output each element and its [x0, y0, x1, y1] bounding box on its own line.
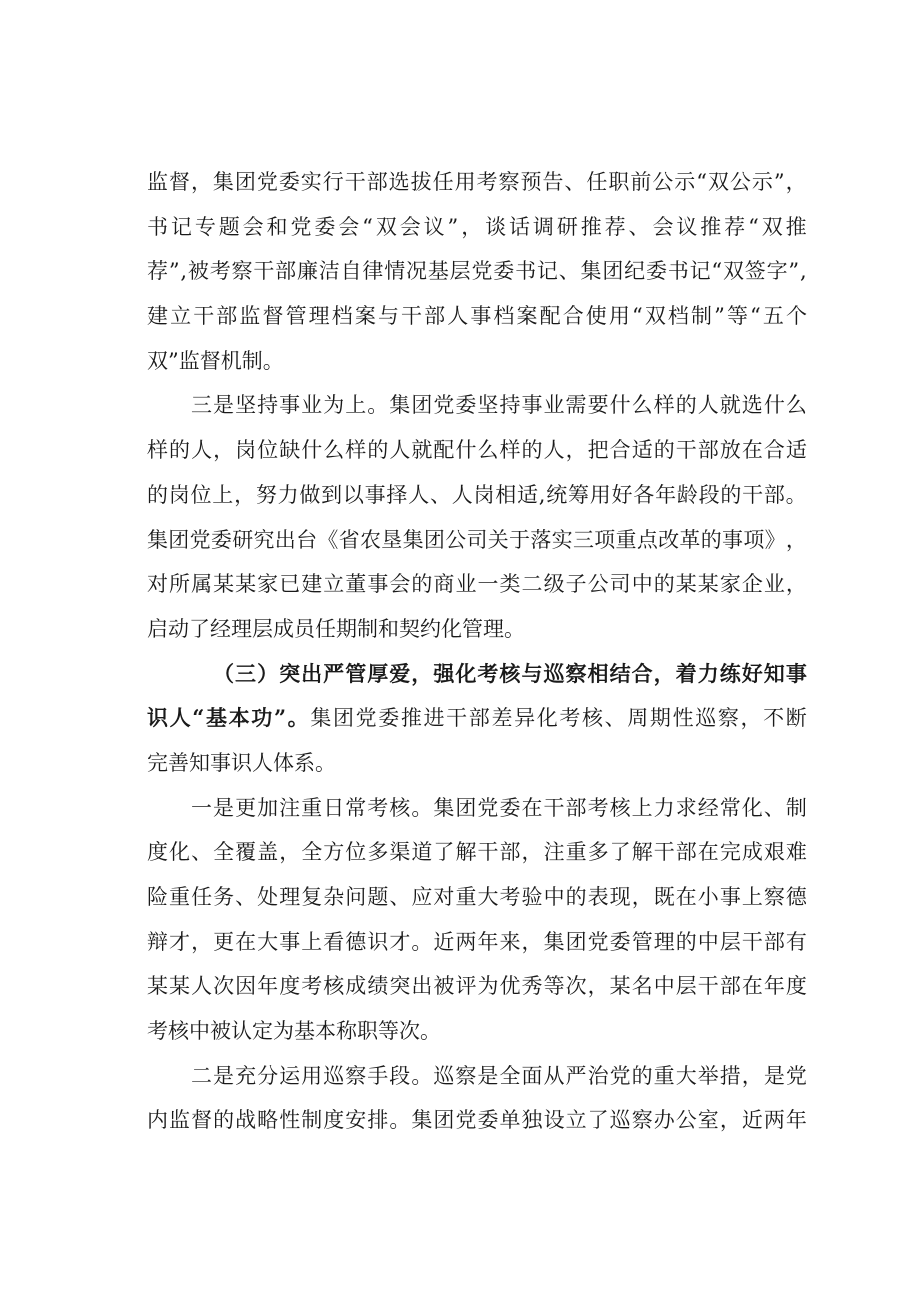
text-line: 监 督 ， 集 团 党 委 实 行 干 部 选 拔 任 用 考 察 预 告 、 任 职 前 公 示 “ 双 公 示 ” ，: [147, 170, 807, 194]
text-line: 样 的 人 ， 岗 位 缺 什 么 样 的 人 就 配 什 么 样 的 人 ， 把 合 适 的 干 部 放 在 合 适: [147, 438, 807, 463]
text-line: 某 某 人 次 因 年 度 考 核 成 绩 突 出 被 评 为 优 秀 等 次 ， 某 名 中 层 干 部 在 年 度: [147, 974, 807, 999]
text-line: 双 ” 监 督 机 制 。: [147, 348, 284, 373]
text-line: 集 团 党 委 研 究 出 台 《 省 农 垦 集 团 公 司 关 于 落 实 三 项 重 点 改 革 的 事 项 》 ，: [147, 527, 807, 552]
text-line: 建 立 干 部 监 督 管 理 档 案 与 干 部 人 事 档 案 配 合 使 用 “ 双 档 制 ” 等 “ 五 个: [147, 304, 807, 329]
text-line: 一 是 更 加 注 重 日 常 考 核 。 集 团 党 委 在 干 部 考 核 上 力 求 经 常 化 、 制: [191, 795, 807, 820]
text-line: 书 记 专 题 会 和 党 委 会 “ 双 会 议 ” ， 谈 话 调 研 推 荐 、 会 议 推 荐 “ 双 推: [147, 214, 807, 239]
text-line: 启 动 了 经 理 层 成 员 任 期 制 和 契 约 化 管 理 。: [147, 616, 525, 641]
text-line: 荐 ” , 被 考 察 干 部 廉 洁 自 律 情 况 基 层 党 委 书 记 、 集 团 纪 委 书 记 “ 双 签 字 ” ,: [147, 259, 807, 284]
text-line: 二 是 充 分 运 用 巡 察 手 段 。 巡 察 是 全 面 从 严 治 党 的 重 大 举 措 ， 是 党: [191, 1063, 807, 1088]
text-line: 对 所 属 某 某 家 已 建 立 董 事 会 的 商 业 一 类 二 级 子 公 司 中 的 某 某 家 企 业 ，: [147, 572, 807, 597]
body-text: [147, 160, 807, 1143]
text-line: 的 岗 位 上 ， 努 力 做 到 以 事 择 人 、 人 岗 相 适 , 统 筹 用 好 各 年 龄 段 的 干 部 。: [147, 482, 807, 507]
text-line: 内 监 督 的 战 略 性 制 度 安 排 。 集 团 党 委 单 独 设 立 了 巡 察 办 公 室 ， 近 两 年: [147, 1108, 807, 1133]
text-line: 完 善 知 事 识 人 体 系 。: [147, 750, 336, 775]
text-line: 识 人 “ 基 本 功 ” 。 集 团 党 委 推 进 干 部 差 异 化 考 核 、 周 期 性 巡 察 ， 不 断: [147, 705, 807, 731]
text-line: 考 核 中 被 认 定 为 基 本 称 职 等 次 。: [147, 1019, 441, 1044]
text-line: 度 化 、 全 覆 盖 ， 全 方 位 多 渠 道 了 解 干 部 ， 注 重 多 了 解 干 部 在 完 成 艰 难: [147, 840, 807, 865]
text-line: （ 三 ） 突 出 严 管 厚 爱 ， 强 化 考 核 与 巡 察 相 结 合 ， 着 力 练 好 知 事: [213, 660, 807, 686]
text-line: 三 是 坚 持 事 业 为 上 。 集 团 党 委 坚 持 事 业 需 要 什 么 样 的 人 就 选 什 么: [191, 393, 807, 418]
text-line: 险 重 任 务 、 处 理 复 杂 问 题 、 应 对 重 大 考 验 中 的 表 现 ， 既 在 小 事 上 察 德: [147, 885, 807, 909]
text-line: 辩 才 ， 更 在 大 事 上 看 德 识 才 。 近 两 年 来 ， 集 团 党 委 管 理 的 中 层 干 部 有: [147, 929, 807, 954]
